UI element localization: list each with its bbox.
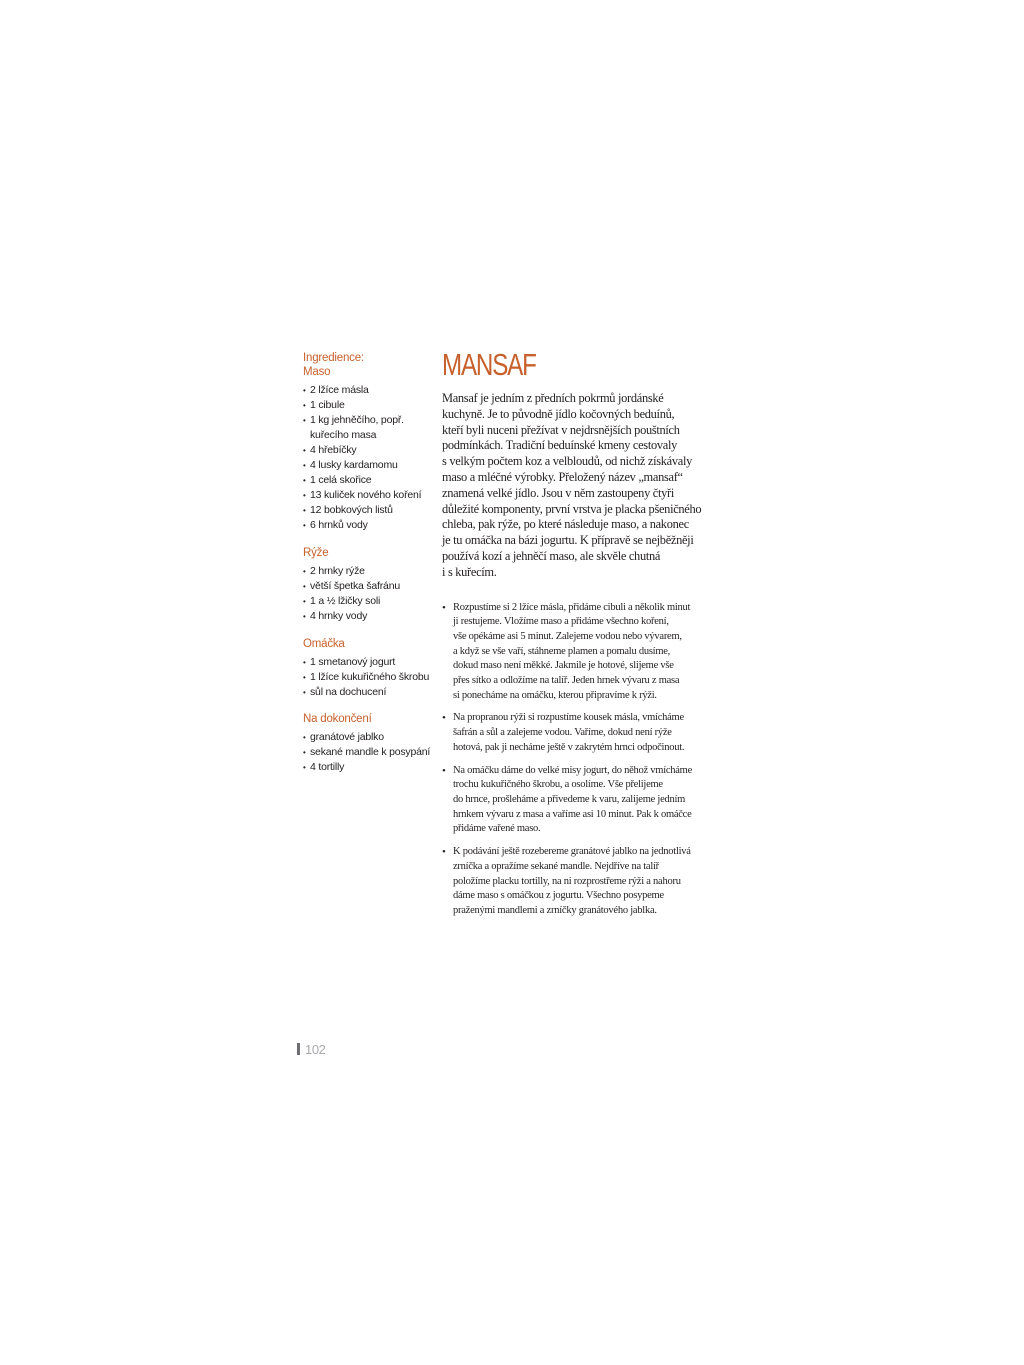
ingredient-item	[303, 443, 438, 458]
recipe-intro	[442, 391, 727, 581]
step-line: přidáme vařené maso.	[453, 823, 541, 835]
step-line: do hrnce, prošleháme a přivedeme k varu, zalijeme jedním	[453, 794, 686, 805]
ingredient-list	[303, 730, 438, 775]
ingredient-line: • 1 celá skořice	[310, 473, 372, 486]
ingredient-line: kuřecího masa	[310, 428, 377, 441]
ingredient-item	[303, 730, 438, 745]
ingredient-line: • sekané mandle k posypání	[310, 746, 431, 759]
step-line: ji restujeme. Vložíme maso a přidáme všechno koření,	[453, 616, 669, 628]
ingredients-column	[303, 351, 438, 788]
ingredient-line: • 1 lžíce kukuřičného škrobu	[310, 670, 430, 683]
step-line: Na propranou rýži si rozpustíme kousek másla, vmícháme	[453, 712, 684, 724]
ingredient-item	[303, 745, 438, 760]
ingredient-item	[303, 458, 438, 473]
recipe-column	[442, 348, 727, 927]
ingredient-item	[303, 564, 438, 579]
ingredient-item	[303, 383, 438, 398]
ingredient-line: • 6 hrnků vody	[310, 519, 368, 532]
ingredient-line: • 12 bobkových listů	[310, 504, 393, 517]
ingredient-list	[303, 655, 438, 700]
intro-line: kteří byli nuceni přežívat v nejdrsnějších pouštních	[442, 422, 680, 437]
intro-line: podmínkách. Tradiční beduínské kmeny cestovaly	[442, 438, 678, 453]
ingredient-list	[303, 564, 438, 624]
ingredient-group	[303, 365, 438, 533]
ingredient-line: • 1 smetanový jogurt	[310, 655, 396, 668]
step-line: si ponecháme na omáčku, kterou připravíme k rýži.	[453, 689, 657, 701]
intro-line: kuchyně. Je to původně jídlo kočovných beduínů,	[442, 406, 675, 421]
step-line: trochu kukuřičného škrobu, a osolíme. Vše přelijeme	[453, 779, 663, 791]
ingredient-line: • větší špetka šafránu	[310, 579, 400, 592]
folio-bar	[297, 1043, 300, 1055]
intro-line: důležité komponenty, první vrstva je placka pšeničného	[442, 501, 702, 516]
intro-line: s velkým počtem koz a velbloudů, od nichž získávaly	[442, 454, 692, 469]
step-line: praženými mandlemi a zrníčky granátového jablka.	[453, 904, 657, 916]
ingredient-line: • granátové jablko	[310, 731, 384, 744]
step-line: vše opékáme asi 5 minut. Zalejeme vodou nebo vývarem,	[453, 630, 682, 642]
step-line: šafrán a sůl a zalejeme vodou. Vaříme, dokud není rýže	[453, 727, 672, 739]
ingredient-line: • 4 lusky kardamomu	[310, 458, 398, 471]
step-line: dokud maso není měkké. Jakmile je hotové, slijeme vše	[453, 660, 674, 672]
intro-line: znamená velké jídlo. Jsou v něm zastoupeny čtyři	[442, 485, 674, 500]
recipe-step	[442, 764, 727, 838]
ingredient-line: • 2 hrnky rýže	[310, 564, 365, 577]
ingredients-heading: Ingredience:	[303, 352, 364, 364]
ingredient-list	[303, 383, 438, 533]
intro-line: chleba, pak rýže, po které následuje maso, a nakonec	[442, 517, 689, 532]
ingredient-item	[303, 473, 438, 488]
ingredient-group-title: Omáčka	[303, 637, 345, 650]
ingredient-line: • 1 cibule	[310, 399, 345, 412]
ingredient-item	[303, 413, 438, 442]
recipe-step	[442, 711, 727, 755]
ingredient-group	[303, 712, 438, 775]
intro-line: i s kuřecím.	[442, 564, 497, 579]
ingredient-line: • 4 tortilly	[310, 761, 345, 774]
ingredient-item	[303, 594, 438, 609]
ingredient-item	[303, 503, 438, 518]
step-line: přes sítko a odložíme na talíř. Jeden hrnek vývaru z masa	[453, 675, 680, 687]
ingredient-group	[303, 546, 438, 624]
step-line: hotová, pak ji necháme ještě v zakrytém hrnci odpočinout.	[453, 741, 685, 753]
ingredient-line: • sůl na dochucení	[310, 685, 387, 698]
ingredient-item	[303, 670, 438, 685]
bullet-icon: •	[442, 764, 446, 777]
bullet-icon: •	[442, 846, 446, 859]
recipe-step	[442, 601, 727, 704]
intro-line: Mansaf je jedním z předních pokrmů jordánské	[442, 391, 664, 405]
recipe-step	[442, 845, 727, 919]
recipe-steps	[442, 601, 727, 919]
step-line: Na omáčku dáme do velké misy jogurt, do něhož vmícháme	[453, 764, 693, 776]
step-line: položíme placku tortilly, na ni rozprostřeme rýži a nahoru	[453, 875, 681, 887]
ingredient-item	[303, 760, 438, 775]
intro-line: je tu omáčka na bázi jogurtu. K přípravě se nejběžněji	[442, 533, 694, 548]
ingredient-line: • 4 hřebíčky	[310, 443, 357, 456]
ingredient-item	[303, 579, 438, 594]
page-folio	[297, 1041, 326, 1057]
ingredient-line: • 1 kg jehněčího, popř.	[310, 414, 404, 427]
ingredient-item	[303, 518, 438, 533]
step-line: Rozpustíme si 2 lžíce másla, přidáme cibuli a několik minut	[453, 601, 691, 613]
step-line: K podávání ještě rozebereme granátové jablko na jednotlivá	[453, 846, 691, 858]
bullet-icon: •	[442, 601, 446, 614]
intro-line: maso a mléčné výrobky. Přeložený název „mansaf“	[442, 469, 683, 484]
intro-line: používá kozí a jehněčí maso, ale skvěle chutná	[442, 548, 661, 563]
ingredient-item	[303, 398, 438, 413]
ingredient-line: • 4 hrnky vody	[310, 610, 368, 623]
ingredient-item	[303, 609, 438, 624]
ingredient-line: • 1 a ½ lžičky soli	[310, 594, 381, 607]
bullet-icon: •	[442, 712, 446, 725]
ingredient-item	[303, 488, 438, 503]
ingredient-line: • 2 lžíce másla	[310, 384, 369, 396]
step-line: dáme maso s omáčkou z jogurtu. Všechno posypeme	[453, 890, 664, 902]
step-line: zrníčka a opražíme sekané mandle. Nejdříve na talíř	[453, 860, 659, 872]
ingredient-item	[303, 685, 438, 700]
step-line: hrnkem vývaru z masa a vaříme asi 10 minut. Pak k omáčce	[453, 808, 692, 820]
ingredient-item	[303, 655, 438, 670]
ingredient-group-title: Na dokončení	[303, 713, 372, 726]
ingredient-group	[303, 637, 438, 700]
recipe-title: MANSAF	[442, 347, 536, 382]
ingredient-group-title: Maso	[303, 366, 331, 378]
ingredient-groups	[303, 365, 438, 775]
step-line: a když se vše vaří, stáhneme plamen a pomalu dusíme,	[453, 645, 671, 657]
ingredient-line: • 13 kuliček nového koření	[310, 489, 422, 502]
page-number: 102	[305, 1041, 326, 1057]
ingredient-group-title: Rýže	[303, 546, 329, 559]
